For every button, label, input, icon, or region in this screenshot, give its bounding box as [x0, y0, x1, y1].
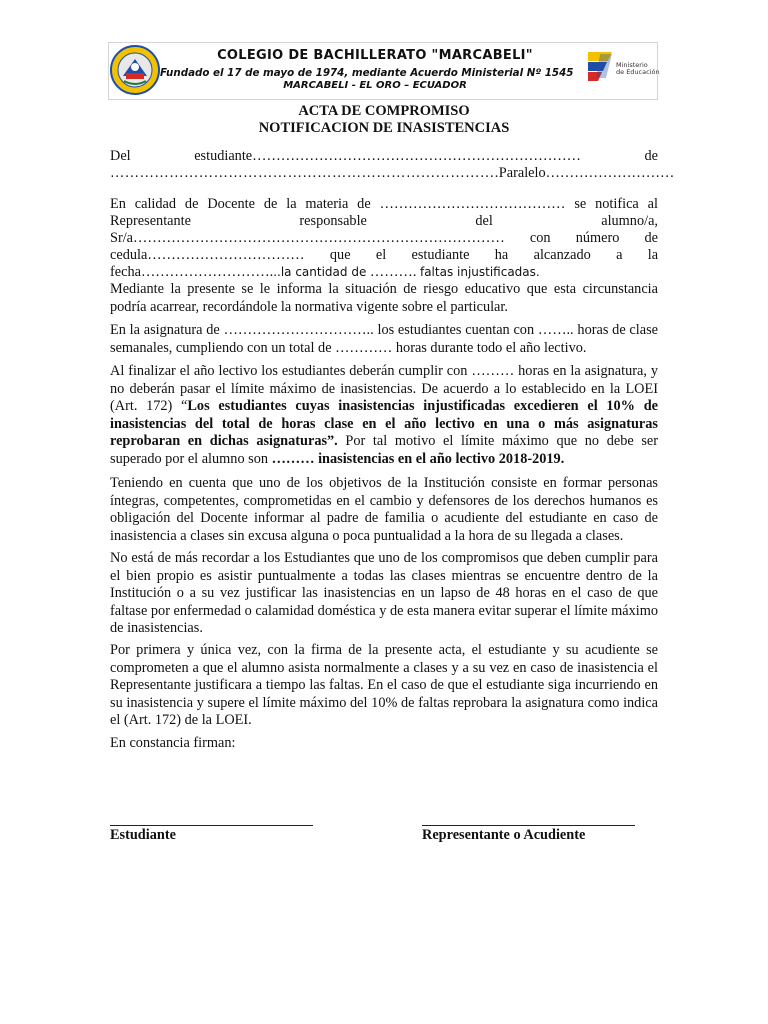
subject-hours-paragraph	[110, 322, 658, 357]
word-alcanzado: alcanzado	[533, 247, 591, 263]
docente-line-5	[110, 264, 658, 282]
word-alumno: alumno/a,	[601, 213, 658, 229]
anio-lectivo-text: horas durante todo el año lectivo.	[395, 339, 587, 356]
subject-blank: …………………………………	[379, 196, 566, 212]
school-name: COLEGIO DE BACHILLERATO "MARCABELI"	[217, 48, 533, 63]
word-a: a	[616, 247, 623, 263]
student-signature-line	[110, 825, 313, 826]
cedula-blank: cedula……………………………	[110, 247, 305, 263]
asignatura-text: En la asignatura de	[110, 322, 220, 338]
word-el: el	[375, 247, 387, 263]
de-word: de	[644, 148, 659, 164]
document-subtitle: NOTIFICACION DE INASISTENCIAS	[258, 120, 510, 136]
max-absences-blank: ……… inasistencias en el año lectivo 2018-2019.	[271, 450, 565, 467]
word-de: de	[644, 230, 659, 246]
constancia-line: En constancia firman:	[110, 735, 236, 751]
loei-quote: Los estudiantes cuyas inasistencias injustificadas excedieren el 10% de inasistencias del total de horas clase en el año lectivo en una o más asignaturas reprobaran en dichas asignaturas”.	[110, 398, 658, 449]
docente-line-4	[110, 247, 658, 265]
founding-note: Fundado el 17 de mayo de 1974, mediante Acuerdo Ministerial Nº 1545	[160, 67, 574, 79]
loei-reference-text: horas en la asignatura, y no deberán pasar el límite máximo de inasistencias. De acuerdo a lo establecido en la LOEI (Art. 172) “	[110, 363, 658, 414]
guardian-signature-label: Representante o Acudiente	[422, 827, 586, 843]
word-del: del	[475, 213, 493, 229]
objectives-paragraph: Teniendo en cuenta que uno de los objetivos de la Institución consiste en formar personas íntegras, competentes, comprometidas en el cambio y defensores de los derechos humanos es obligación del Docente informar al padre de familia o acudiente del estudiante en caso de inasistencia a clases sin excusa alguna o poca puntualidad a la hora de su llegada a clases.	[110, 475, 658, 544]
signing-paragraph: Por primera y única vez, con la firma de la presente acta, el estudiante y su acudiente se comprometen a que el alumno asista normalmente a clases y a su vez en caso de inasistencia el Representante justificara a tiempo las faltas. En el caso de que el estudiante siga incurriendo en su inasistencia y supere el límite máximo del 10% de faltas reprobara la asignatura como indica el (Art. 172) de la LOEI.	[110, 642, 658, 728]
docente-line-2	[110, 213, 658, 231]
word-la: la	[647, 247, 659, 263]
student-name-blank: estudiante……………………………………………………………	[194, 148, 581, 164]
cantidad-text: ..la cantidad de	[273, 265, 367, 279]
word-responsable: responsable	[299, 213, 367, 229]
docente-text: En calidad de Docente de la materia de	[110, 196, 371, 212]
paralelo-blank: Paralelo………………………	[498, 165, 675, 181]
document-title: ACTA DE COMPROMISO	[298, 103, 470, 119]
word-ha: ha	[494, 247, 509, 263]
cumplir-text: Al finalizar el año lectivo los estudiantes deberán cumplir con	[110, 363, 468, 379]
absences-count-blank: ……….	[369, 264, 417, 280]
student-signature-label: Estudiante	[110, 827, 176, 843]
guardian-name-blank: Sr/a……………………………………………………………………	[110, 230, 505, 246]
limit-text: Por tal motivo el límite máximo que no debe ser superado por el alumno son	[110, 433, 659, 467]
word-estudiante: estudiante	[411, 247, 470, 263]
word-numero: número	[575, 230, 620, 246]
ministry-line-2: de Educación	[616, 68, 660, 76]
required-hours-blank: ………	[471, 363, 515, 379]
date-blank: fecha……………………….	[110, 264, 274, 280]
word-que: que	[329, 247, 351, 263]
guardian-signature-line	[422, 825, 635, 826]
word-representante: Representante	[110, 213, 191, 229]
faltas-text: faltas injustificadas.	[419, 265, 540, 279]
regulation-paragraph	[110, 363, 658, 468]
total-hours-blank: …………	[335, 339, 393, 356]
paralelo-line	[110, 165, 675, 183]
commitments-paragraph: No está de más recordar a los Estudiantes que uno de los compromisos que deben cumplir para el bien propio es asistir puntualmente a todas las clases mientras se encuentre dentro de la Institución o a su vez justificar las inasistencias en un lapso de 48 horas en el caso de que faltase por enfermedad o calamidad doméstica y de esta manera evitar superar el límite máximo de inasistencias.	[110, 550, 658, 636]
docente-line-1	[110, 196, 658, 214]
cuentan-text: los estudiantes cuentan con	[377, 322, 535, 338]
asignatura-blank: …………………………..	[223, 322, 374, 338]
risk-paragraph: Mediante la presente se le informa la situación de riesgo educativo que esta circunstancia podría acarrear, recordándole la normativa vigente sobre el particular.	[110, 281, 658, 315]
course-blank: …………………………………………………………………….	[110, 165, 499, 181]
notify-text: se notifica al	[574, 196, 658, 212]
docente-line-3	[110, 230, 658, 248]
del-word: Del	[110, 148, 131, 164]
school-crest-logo	[110, 45, 160, 95]
word-con: con	[529, 230, 551, 246]
semanales-text: horas de clase semanales, cumpliendo con un total de	[110, 322, 659, 356]
school-location: MARCABELI - EL ORO – ECUADOR	[283, 80, 467, 91]
weekly-hours-blank: ……..	[537, 322, 574, 338]
ministry-line-1: Ministerio	[616, 61, 648, 69]
student-line	[110, 148, 658, 166]
ministry-label	[616, 62, 660, 76]
